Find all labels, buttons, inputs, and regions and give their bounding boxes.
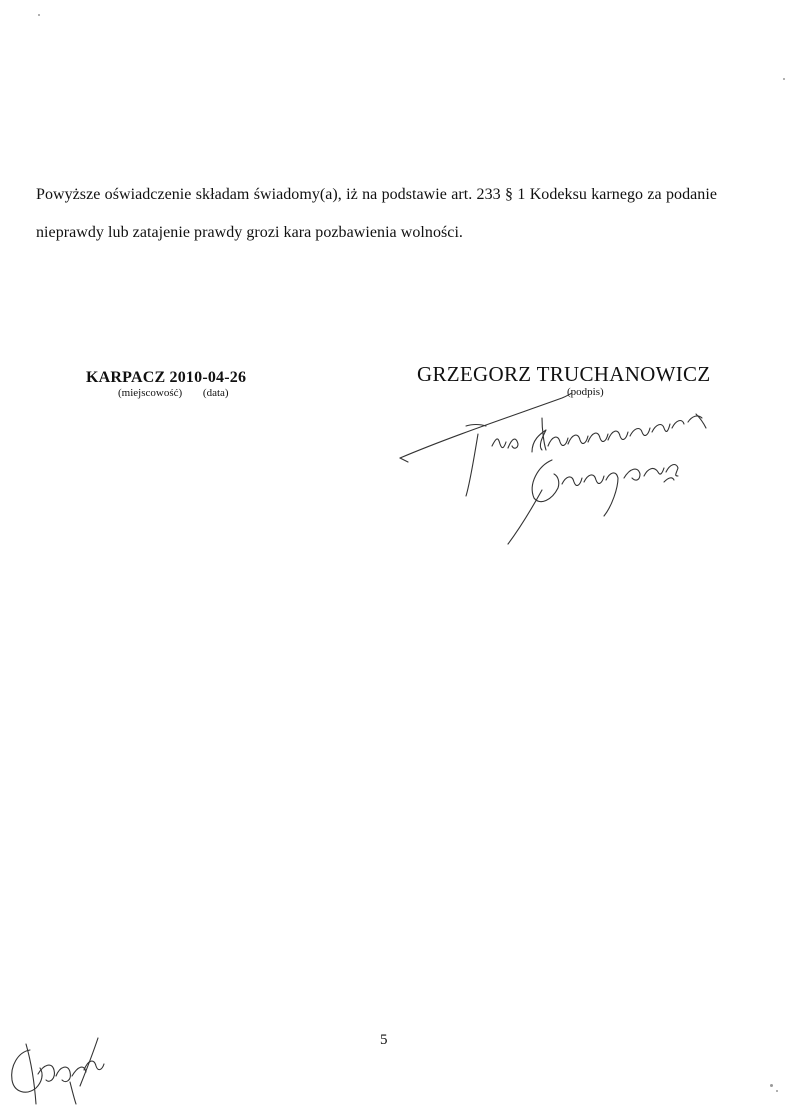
declaration-paragraph <box>36 176 736 252</box>
date-label: (data) <box>202 387 229 399</box>
handwritten-initials <box>0 1030 110 1108</box>
declaration-line-1: Powyższe oświadczenie składam świadomy(a), iż na podstawie art. 233 § 1 Kodeksu karnego za podanie <box>36 186 717 203</box>
place-date-value: KARPACZ 2010-04-26 <box>86 369 247 386</box>
scan-speck <box>38 14 40 16</box>
scan-speck <box>776 1090 778 1092</box>
place-date-labels <box>118 387 266 399</box>
scan-speck <box>783 78 785 80</box>
declaration-line-2: nieprawdy lub zatajenie prawdy grozi kara pozbawienia wolności. <box>36 224 463 241</box>
page-number: 5 <box>380 1032 388 1048</box>
signature-label: (podpis) <box>567 386 604 398</box>
place-date-block <box>86 369 266 399</box>
handwritten-signature <box>392 388 722 558</box>
scan-speck <box>770 1084 773 1087</box>
signatory-block <box>417 362 747 398</box>
place-label: (miejscowość) <box>118 387 183 399</box>
signatory-name: GRZEGORZ TRUCHANOWICZ <box>417 362 711 386</box>
